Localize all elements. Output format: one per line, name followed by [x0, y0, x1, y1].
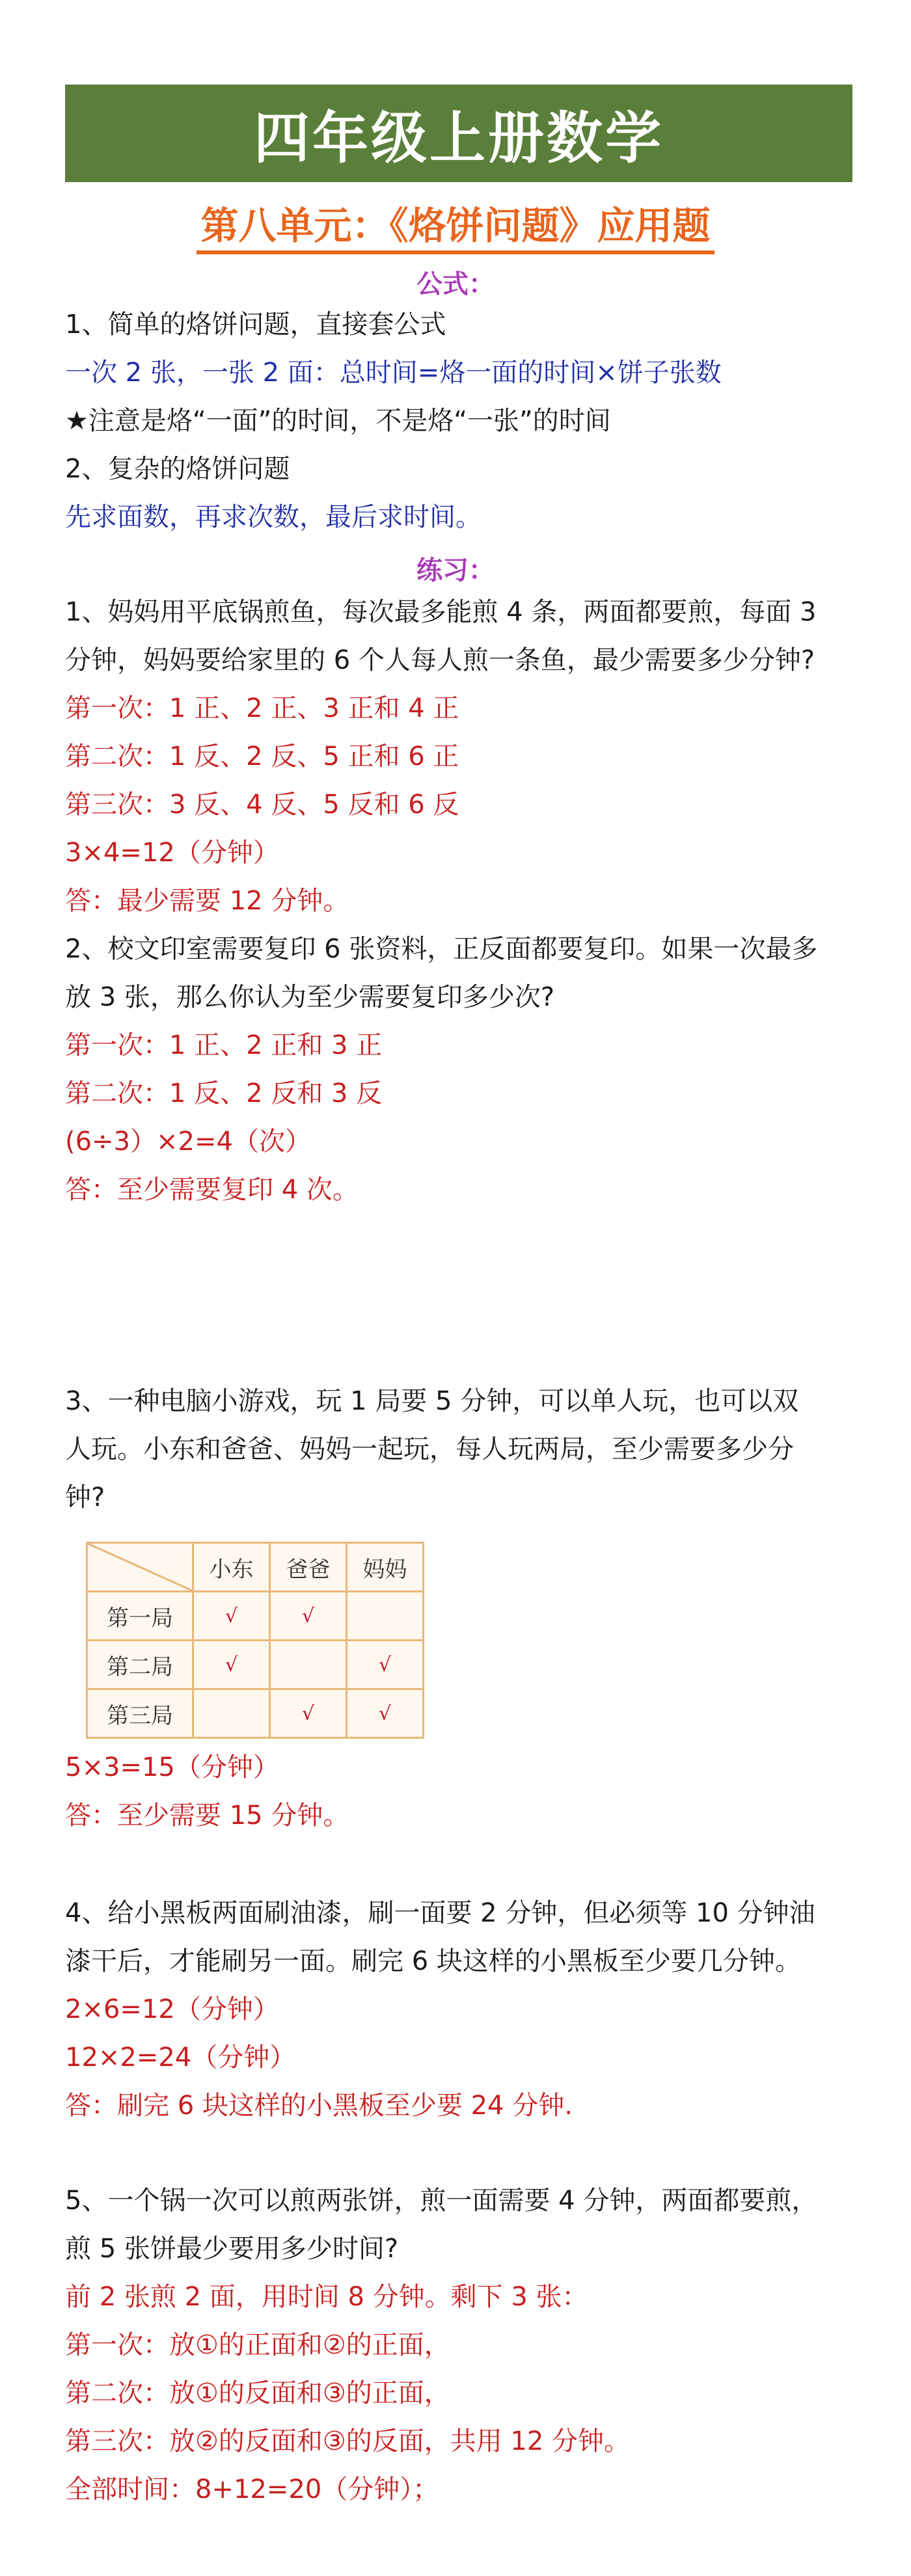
q5-text-line1: 5、一个锅一次可以煎两张饼，煎一面需要 4 分钟，两面都要煎，: [65, 2186, 818, 2216]
formula-item1-formula: 一次 2 张，一张 2 面：总时间=烙一面的时间×饼子张数: [65, 358, 722, 388]
check-cell: [347, 1592, 424, 1641]
q1-step: 第一次：1 正、2 正、3 正和 4 正: [65, 693, 459, 723]
table-corner-cell: [87, 1543, 193, 1592]
q1-step: 3×4=12（分钟）: [65, 838, 279, 868]
q3-step: 5×3=15（分钟）: [65, 1752, 279, 1782]
unit-subtitle: 第八单元：《烙饼问题》应用题: [197, 204, 714, 254]
column-header: 小东: [193, 1543, 270, 1592]
q1-answer: 答：最少需要 12 分钟。: [65, 886, 349, 916]
q4-text-line1: 4、给小黑板两面刷油漆，刷一面要 2 分钟，但必须等 10 分钟油: [65, 1898, 815, 1928]
diagonal-line: [88, 1544, 192, 1590]
page-title: 四年级上册数学: [254, 106, 664, 171]
table-row: [87, 1689, 424, 1738]
formula-note: ★注意是烙“一面”的时间，不是烙“一张”的时间: [65, 406, 611, 436]
unit-subtitle-wrap: [0, 195, 911, 250]
table-row: [87, 1641, 424, 1689]
check-cell: √: [270, 1689, 347, 1738]
q2-answer: 答：至少需要复印 4 次。: [65, 1175, 359, 1205]
row-label: 第三局: [87, 1689, 193, 1738]
q5-text-line2: 煎 5 张饼最少要用多少时间?: [65, 2234, 399, 2264]
row-label: 第一局: [87, 1592, 193, 1641]
q4-step: 12×2=24（分钟）: [65, 2043, 296, 2073]
q1-text-line1: 1、妈妈用平底锅煎鱼，每次最多能煎 4 条，两面都要煎，每面 3: [65, 597, 817, 627]
q2-text-line1: 2、校文印室需要复印 6 张资料，正反面都要复印。如果一次最多: [65, 934, 818, 964]
formula-item2-steps: 先求面数，再求次数，最后求时间。: [65, 502, 482, 532]
q3-text-line2: 人玩。小东和爸爸、妈妈一起玩，每人玩两局，至少需要多少分: [65, 1434, 794, 1464]
q4-step: 2×6=12（分钟）: [65, 1994, 279, 2024]
column-header: 妈妈: [347, 1543, 424, 1592]
q5-step: 第一次：放①的正面和②的正面，: [65, 2330, 450, 2360]
table-row: [87, 1592, 424, 1641]
q4-text-line2: 漆干后，才能刷另一面。刷完 6 块这样的小黑板至少要几分钟。: [65, 1946, 801, 1976]
formula-heading: 公式：: [416, 269, 495, 299]
q5-step: 第二次：放①的反面和③的正面，: [65, 2378, 450, 2408]
check-cell: √: [347, 1689, 424, 1738]
q5-answer: 全部时间：8+12=20（分钟）；: [65, 2475, 439, 2504]
practice-heading: 练习：: [416, 556, 495, 585]
formula-item1-title: 1、简单的烙饼问题，直接套公式: [65, 310, 446, 340]
q3-answer: 答：至少需要 15 分钟。: [65, 1801, 349, 1831]
q5-step: 前 2 张煎 2 面，用时间 8 分钟。剩下 3 张：: [65, 2282, 588, 2312]
column-header: 爸爸: [270, 1543, 347, 1592]
row-label: 第二局: [87, 1641, 193, 1689]
q1-text-line2: 分钟，妈妈要给家里的 6 个人每人煎一条鱼，最少需要多少分钟?: [65, 645, 815, 675]
title-banner: [65, 85, 852, 182]
q5-step: 第三次：放②的反面和③的反面，共用 12 分钟。: [65, 2426, 631, 2456]
table-header-row: [87, 1543, 424, 1592]
check-cell: √: [347, 1641, 424, 1689]
q2-step: 第二次：1 反、2 反和 3 反: [65, 1079, 383, 1108]
q1-step: 第二次：1 反、2 反、5 正和 6 正: [65, 742, 459, 771]
q2-step: 第一次：1 正、2 正和 3 正: [65, 1030, 383, 1060]
q4-answer: 答：刷完 6 块这样的小黑板至少要 24 分钟.: [65, 2091, 573, 2121]
check-cell: √: [193, 1641, 270, 1689]
check-cell: √: [193, 1592, 270, 1641]
q1-step: 第三次：3 反、4 反、5 反和 6 反: [65, 790, 459, 820]
check-cell: √: [270, 1592, 347, 1641]
check-cell: [193, 1689, 270, 1738]
q2-text-line2: 放 3 张，那么你认为至少需要复印多少次?: [65, 982, 555, 1012]
q3-text-line1: 3、一种电脑小游戏，玩 1 局要 5 分钟，可以单人玩，也可以双: [65, 1386, 799, 1416]
check-cell: [270, 1641, 347, 1689]
q2-step: (6÷3）×2=4（次）: [65, 1127, 311, 1157]
game-schedule-table: [86, 1542, 424, 1739]
formula-item2-title: 2、复杂的烙饼问题: [65, 454, 290, 484]
q3-text-line3: 钟?: [65, 1483, 105, 1512]
